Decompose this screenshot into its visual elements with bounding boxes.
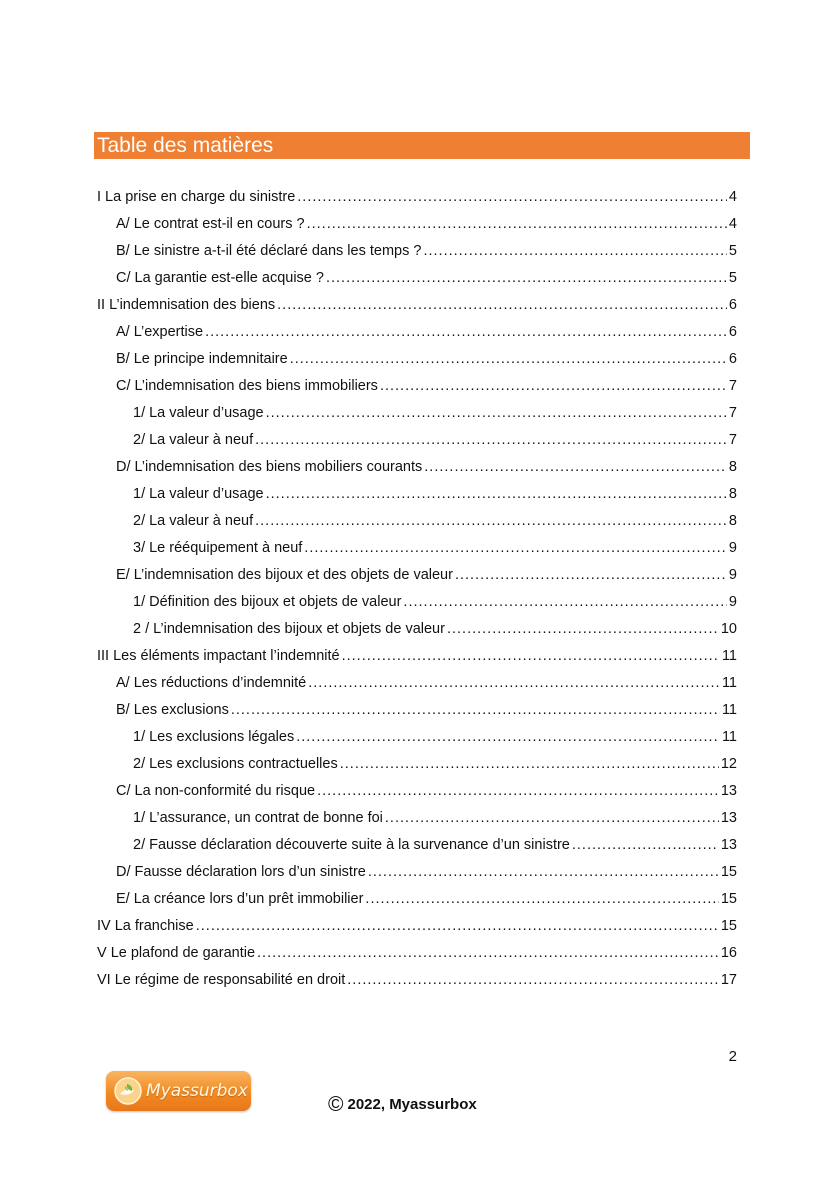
- toc-entry-title: D/ Fausse déclaration lors d’un sinistre: [116, 864, 366, 880]
- toc-dot-leader: [368, 859, 719, 886]
- toc-entry-title: IV La franchise: [97, 918, 194, 934]
- toc-entry-page: 8: [728, 486, 737, 502]
- toc-entry-title: E/ La créance lors d’un prêt immobilier: [116, 891, 364, 907]
- toc-dot-leader: [342, 643, 720, 670]
- toc-entry-page: 6: [728, 351, 737, 367]
- copyright: [328, 1094, 477, 1115]
- toc-entry-title: 1/ L’assurance, un contrat de bonne foi: [133, 810, 383, 826]
- toc-dot-leader: [455, 562, 727, 589]
- toc-entry[interactable]: [97, 643, 737, 670]
- toc-dot-leader: [447, 616, 719, 643]
- toc-entry[interactable]: [97, 346, 737, 373]
- toc-entry[interactable]: [97, 535, 737, 562]
- toc-dot-leader: [572, 832, 719, 859]
- toc-entry-page: 6: [728, 324, 737, 340]
- toc-dot-leader: [257, 940, 719, 967]
- toc-title: Table des matières: [94, 132, 750, 159]
- toc-entry-page: 13: [720, 783, 737, 799]
- toc-entry-title: A/ Le contrat est-il en cours ?: [116, 216, 305, 232]
- toc-list: [97, 184, 737, 994]
- toc-entry-page: 10: [720, 621, 737, 637]
- toc-entry[interactable]: [97, 211, 737, 238]
- toc-entry-page: 7: [728, 378, 737, 394]
- toc-dot-leader: [304, 535, 727, 562]
- toc-entry-title: C/ La garantie est-elle acquise ?: [116, 270, 324, 286]
- toc-dot-leader: [347, 967, 719, 994]
- toc-entry[interactable]: [97, 724, 737, 751]
- toc-entry-page: 11: [721, 675, 737, 691]
- toc-entry[interactable]: [97, 616, 737, 643]
- toc-entry[interactable]: [97, 400, 737, 427]
- toc-entry-page: 4: [728, 189, 737, 205]
- toc-entry[interactable]: [97, 778, 737, 805]
- toc-entry[interactable]: [97, 913, 737, 940]
- logo-text: Myassurbox: [146, 1081, 248, 1101]
- toc-entry[interactable]: [97, 454, 737, 481]
- toc-entry-title: 2/ Les exclusions contractuelles: [133, 756, 338, 772]
- toc-dot-leader: [231, 697, 720, 724]
- toc-entry-title: 1/ La valeur d’usage: [133, 486, 264, 502]
- toc-dot-leader: [423, 238, 726, 265]
- toc-entry-title: 1/ Les exclusions légales: [133, 729, 295, 745]
- toc-entry-page: 4: [728, 216, 737, 232]
- toc-entry-title: B/ Le principe indemnitaire: [116, 351, 288, 367]
- toc-entry-title: 3/ Le rééquipement à neuf: [133, 540, 303, 556]
- toc-dot-leader: [277, 292, 727, 319]
- toc-entry[interactable]: [97, 940, 737, 967]
- toc-entry[interactable]: [97, 373, 737, 400]
- toc-dot-leader: [296, 724, 720, 751]
- toc-entry[interactable]: [97, 265, 737, 292]
- toc-entry-page: 15: [720, 891, 737, 907]
- toc-entry-page: 12: [720, 756, 737, 772]
- toc-entry[interactable]: [97, 238, 737, 265]
- toc-entry-title: 2 / L’indemnisation des bijoux et objets de valeur: [133, 621, 445, 637]
- toc-dot-leader: [317, 778, 719, 805]
- toc-entry-page: 16: [720, 945, 737, 961]
- toc-entry-title: D/ L’indemnisation des biens mobiliers courants: [116, 459, 423, 475]
- toc-entry-page: 5: [728, 243, 737, 259]
- toc-entry-page: 15: [720, 864, 737, 880]
- toc-entry-title: C/ L’indemnisation des biens immobiliers: [116, 378, 378, 394]
- toc-entry-page: 17: [720, 972, 737, 988]
- toc-entry-title: VI Le régime de responsabilité en droit: [97, 972, 346, 988]
- toc-entry-page: 8: [728, 459, 737, 475]
- toc-dot-leader: [290, 346, 727, 373]
- toc-dot-leader: [424, 454, 727, 481]
- myassurbox-logo: [106, 1071, 251, 1111]
- toc-entry[interactable]: [97, 184, 737, 211]
- toc-entry-title: 1/ Définition des bijoux et objets de valeur: [133, 594, 402, 610]
- toc-entry-title: A/ L’expertise: [116, 324, 204, 340]
- toc-entry-page: 5: [728, 270, 737, 286]
- toc-entry[interactable]: [97, 697, 737, 724]
- toc-entry-title: III Les éléments impactant l’indemnité: [97, 648, 340, 664]
- toc-entry-title: C/ La non-conformité du risque: [116, 783, 316, 799]
- toc-dot-leader: [205, 319, 727, 346]
- toc-entry-page: 9: [728, 594, 737, 610]
- toc-entry[interactable]: [97, 319, 737, 346]
- toc-entry-page: 7: [728, 432, 737, 448]
- toc-dot-leader: [196, 913, 719, 940]
- toc-dot-leader: [326, 265, 727, 292]
- toc-entry-page: 8: [728, 513, 737, 529]
- toc-entry[interactable]: [97, 670, 737, 697]
- toc-entry[interactable]: [97, 805, 737, 832]
- toc-entry[interactable]: [97, 886, 737, 913]
- toc-entry-title: 2/ La valeur à neuf: [133, 432, 254, 448]
- toc-entry-title: 1/ La valeur d’usage: [133, 405, 264, 421]
- leaf-hand-icon: [114, 1077, 142, 1105]
- copyright-icon: ©: [328, 1093, 344, 1116]
- toc-dot-leader: [266, 481, 727, 508]
- toc-entry-page: 9: [728, 567, 737, 583]
- toc-dot-leader: [380, 373, 727, 400]
- toc-entry-title: B/ Les exclusions: [116, 702, 229, 718]
- toc-dot-leader: [307, 211, 727, 238]
- toc-entry[interactable]: [97, 508, 737, 535]
- toc-entry[interactable]: [97, 589, 737, 616]
- toc-entry-title: E/ L’indemnisation des bijoux et des objets de valeur: [116, 567, 453, 583]
- toc-entry-title: V Le plafond de garantie: [97, 945, 256, 961]
- toc-entry[interactable]: [97, 832, 737, 859]
- toc-entry[interactable]: [97, 967, 737, 994]
- toc-dot-leader: [255, 508, 727, 535]
- toc-entry-page: 11: [721, 702, 737, 718]
- toc-entry-page: 15: [720, 918, 737, 934]
- toc-dot-leader: [340, 751, 719, 778]
- toc-entry[interactable]: [97, 751, 737, 778]
- toc-dot-leader: [308, 670, 720, 697]
- toc-entry-title: II L’indemnisation des biens: [97, 297, 276, 313]
- toc-entry-title: 2/ Fausse déclaration découverte suite à la survenance d’un sinistre: [133, 837, 570, 853]
- toc-dot-leader: [403, 589, 727, 616]
- copyright-text: 2022, Myassurbox: [347, 1096, 477, 1113]
- toc-dot-leader: [297, 184, 727, 211]
- toc-dot-leader: [385, 805, 719, 832]
- toc-entry[interactable]: [97, 562, 737, 589]
- toc-dot-leader: [266, 400, 727, 427]
- toc-entry-page: 9: [728, 540, 737, 556]
- toc-entry[interactable]: [97, 292, 737, 319]
- toc-entry[interactable]: [97, 427, 737, 454]
- toc-entry-page: 11: [721, 648, 737, 664]
- toc-entry-title: A/ Les réductions d’indemnité: [116, 675, 307, 691]
- toc-entry-page: 13: [720, 810, 737, 826]
- toc-entry-title: I La prise en charge du sinistre: [97, 189, 296, 205]
- toc-entry-page: 13: [720, 837, 737, 853]
- toc-dot-leader: [255, 427, 727, 454]
- toc-entry-title: 2/ La valeur à neuf: [133, 513, 254, 529]
- page-number: 2: [728, 1048, 737, 1065]
- toc-entry-page: 7: [728, 405, 737, 421]
- toc-entry[interactable]: [97, 859, 737, 886]
- toc-entry-page: 11: [721, 729, 737, 745]
- toc-dot-leader: [365, 886, 718, 913]
- toc-entry-page: 6: [728, 297, 737, 313]
- toc-entry[interactable]: [97, 481, 737, 508]
- toc-entry-title: B/ Le sinistre a-t-il été déclaré dans les temps ?: [116, 243, 422, 259]
